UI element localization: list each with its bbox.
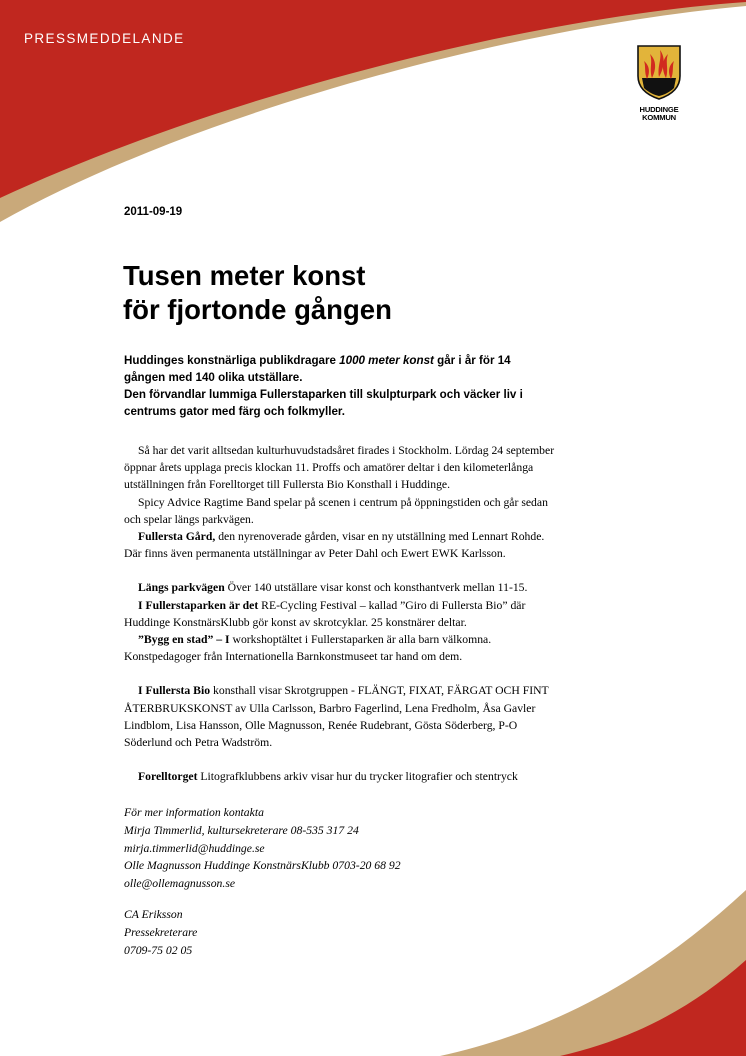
huddinge-logo bbox=[636, 44, 682, 122]
signer-role: Pressekreterare bbox=[124, 925, 198, 939]
header-label: PRESSMEDDELANDE bbox=[24, 31, 185, 46]
contact-person-1: Mirja Timmerlid, kultursekreterare 08-535 317 24 bbox=[124, 823, 359, 837]
logo-line1: HUDDINGE bbox=[639, 105, 679, 114]
paragraph-2: Spicy Advice Ragtime Band spelar på scenen i centrum på öppningstiden och går sedan och spelar längs parkvägen. bbox=[124, 495, 548, 526]
red-swoosh-top bbox=[0, 0, 746, 198]
logo-line2: KOMMUN bbox=[642, 113, 676, 122]
signer-name: CA Eriksson bbox=[124, 908, 183, 921]
coat-of-arms-icon bbox=[636, 44, 682, 100]
title-line2: för fjortonde gången bbox=[123, 294, 392, 325]
paragraph-7: I Fullersta Bio konsthall visar Skrotgruppen - FLÄNGT, FIXAT, FÄRGAT OCH FINT ÅTERBRUKSKONST av Ulla Carlsson, Barbro Fagerlind, Lena Fredholm, Åsa Gavler Lindblom, Lisa Hansson, Olle Magnusson, Renée Rudebrant, Gösta Söderberg, P-O Söderlund och Petra Wadström. bbox=[124, 684, 549, 750]
paragraph-8: Forelltorget Litografklubbens arkiv visar hur du trycker litografier och stentryck bbox=[138, 770, 518, 784]
contact-email-1: mirja.timmerlid@huddinge.se bbox=[124, 841, 265, 855]
contact-email-2: olle@ollemagnusson.se bbox=[124, 877, 236, 891]
contact-person-2: Olle Magnusson Huddinge KonstnärsKlubb 0703-20 68 92 bbox=[124, 859, 401, 873]
paragraph-6: ”Bygg en stad” – I workshoptältet i Fullerstaparken är alla barn välkomna. Konstpedagoger från Internationella Barnkonstmuseet tar hand om dem. bbox=[124, 633, 492, 664]
lead-emphasis: 1000 meter konst bbox=[339, 354, 434, 367]
signer-block bbox=[124, 906, 197, 959]
paragraph-5: I Fullerstaparken är det RE-Cycling Festival – kallad ”Giro di Fullersta Bio” där Huddinge KonstnärsKlubb gör konst av skrotcyklar. 25 konstnärer deltar. bbox=[124, 598, 526, 629]
lead-line3: Den förvandlar lummiga Fullerstaparken till skulpturpark och väcker liv i bbox=[124, 388, 523, 401]
paragraph-1: Så har det varit alltsedan kulturhuvudstadsåret firades i Stockholm. Lördag 24 september öppnar årets upplaga precis klockan 11. Proffs och amatörer deltar i den kilometerlånga utställningen från Forelltorget till Fullersta Bio Konsthall i Huddinge. bbox=[124, 444, 555, 492]
page-title bbox=[123, 259, 392, 327]
body-text bbox=[124, 442, 594, 785]
lead-line2: gången med 140 olika utställare. bbox=[124, 371, 303, 384]
paragraph-3: Fullersta Gård, den nyrenoverade gården, visar en ny utställning med Lennart Rohde. Där finns även permanenta utställningar av Peter Dahl och Ewert EWK Karlsson. bbox=[124, 530, 545, 561]
lead-line1: Huddinges konstnärliga publikdragare 1000 meter konst går i år för 14 bbox=[124, 354, 511, 367]
press-date: 2011-09-19 bbox=[124, 206, 183, 218]
contact-block bbox=[124, 804, 401, 893]
paragraph-4: Längs parkvägen Över 140 utställare visar konst och konsthantverk mellan 11-15. bbox=[138, 581, 528, 595]
lead-paragraph bbox=[124, 352, 594, 420]
contact-heading: För mer information kontakta bbox=[124, 806, 264, 819]
title-line1: Tusen meter konst bbox=[123, 260, 366, 291]
signer-phone: 0709-75 02 05 bbox=[124, 943, 193, 957]
lead-line4: centrums gator med färg och folkmyller. bbox=[124, 405, 345, 418]
